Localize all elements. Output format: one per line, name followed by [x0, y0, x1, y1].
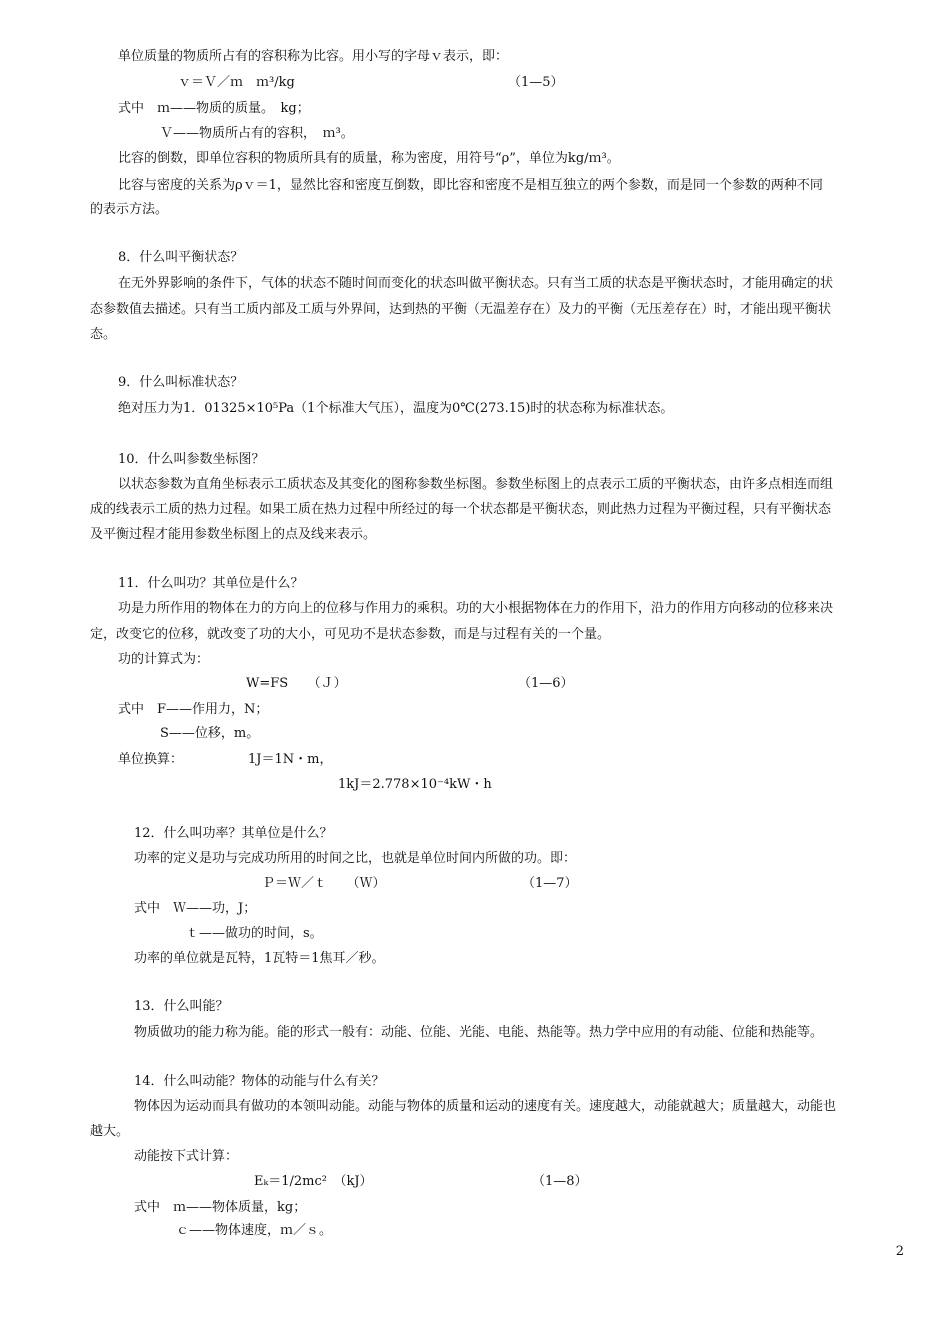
formula-line: 1kJ＝2.778×10⁻⁴kW・h [338, 777, 492, 792]
paragraph-line: 定，改变它的位移，就改变了功的大小，可见功不是状态参数，而是与过程有关的一个量。 [90, 627, 611, 642]
formula-line: ｖ＝Ｖ／ｍ ｍ³/kg [178, 75, 295, 90]
formula-line: 1J＝1N・m， [248, 752, 333, 767]
paragraph-line: 物体因为运动而具有做功的本领叫动能。动能与物体的质量和运动的速度有关。速度越大，动能就越大；质量越大，动能也 [134, 1099, 837, 1114]
equation-number: （1—5） [508, 75, 564, 90]
formula-line: W=FS （Ｊ） [246, 676, 347, 691]
paragraph-line: ｃ——物体速度，ｍ／ｓ。 [176, 1223, 333, 1238]
paragraph-line: 功率的单位就是瓦特，1瓦特＝1焦耳／秒。 [134, 951, 385, 966]
paragraph-line: 式中 F——作用力，N； [118, 702, 269, 717]
paragraph-line: 单位质量的物质所占有的容积称为比容。用小写的字母ｖ表示，即： [118, 49, 509, 64]
paragraph-line: 成的线表示工质的热力过程。如果工质在热力过程中所经过的每一个状态都是平衡状态，则此热力过程为平衡过程，只有平衡状态 [90, 502, 832, 517]
paragraph-line: 的表示方法。 [90, 202, 169, 217]
paragraph-line: 功率的定义是功与完成功所用的时间之比，也就是单位时间内所做的功。即： [134, 851, 577, 866]
paragraph-line: Ｖ——物质所占有的容积， ｍ³。 [160, 126, 354, 141]
paragraph-line: 式中 ｍ——物体质量，kg； [134, 1200, 307, 1215]
paragraph-line: 在无外界影响的条件下，气体的状态不随时间而变化的状态叫做平衡状态。只有当工质的状态是平衡状态时，才能用确定的状 [118, 276, 834, 291]
paragraph-line: 越大。 [90, 1124, 130, 1139]
section-heading: 10．什么叫参数坐标图？ [118, 452, 265, 467]
section-heading: 14．什么叫动能？物体的动能与什么有关？ [134, 1074, 385, 1089]
paragraph-line: 单位换算： [118, 752, 184, 767]
paragraph-line: 绝对压力为1．01325×10⁵Pa（1个标准大气压），温度为0℃(273.15)时的状态称为标准状态。 [118, 401, 674, 416]
section-heading: 13．什么叫能？ [134, 999, 229, 1014]
paragraph-line: 态参数值去描述。只有当工质内部及工质与外界间，达到热的平衡（无温差存在）及力的平衡（无压差存在）时，才能出现平衡状 [90, 302, 832, 317]
paragraph-line: S——位移，m。 [160, 726, 260, 741]
section-heading: 8．什么叫平衡状态？ [118, 250, 244, 265]
equation-number: （1—6） [518, 676, 574, 691]
paragraph-line: 功的计算式为： [118, 652, 210, 667]
paragraph-line: 比容与密度的关系为ρｖ＝1，显然比容和密度互倒数，即比容和密度不是相互独立的两个参数，而是同一个参数的两种不同 [118, 178, 823, 193]
paragraph-line: 动能按下式计算： [134, 1149, 239, 1164]
section-heading: 11．什么叫功？其单位是什么？ [118, 576, 304, 591]
paragraph-line: 式中 ｍ——物质的质量。 kg； [118, 101, 310, 116]
paragraph-line: 以状态参数为直角坐标表示工质状态及其变化的图称参数坐标图。参数坐标图上的点表示工质的平衡状态，由许多点相连而组 [118, 477, 834, 492]
paragraph-line: 物质做功的能力称为能。能的形式一般有：动能、位能、光能、电能、热能等。热力学中应用的有动能、位能和热能等。 [134, 1025, 824, 1040]
paragraph-line: 及平衡过程才能用参数坐标图上的点及线来表示。 [90, 527, 377, 542]
paragraph-line: ｔ——做功的时间，s。 [186, 926, 323, 941]
equation-number: （1—8） [532, 1174, 588, 1189]
formula-line: Eₖ＝1/2mc² （kJ） [254, 1174, 373, 1189]
paragraph-line: 比容的倒数，即单位容积的物质所具有的质量，称为密度，用符号“ρ”，单位为kg/ｍ³。 [118, 151, 620, 166]
section-heading: 9．什么叫标准状态？ [118, 375, 244, 390]
equation-number: （1—7） [522, 876, 578, 891]
formula-line: Ｐ＝Ｗ／ｔ （Ｗ） [262, 876, 386, 891]
paragraph-line: 式中 Ｗ——功，J； [134, 901, 257, 916]
paragraph-line: 功是力所作用的物体在力的方向上的位移与作用力的乘积。功的大小根据物体在力的作用下，沿力的作用方向移动的位移来决 [118, 601, 834, 616]
section-heading: 12．什么叫功率？其单位是什么？ [134, 826, 333, 841]
paragraph-line: 态。 [90, 327, 117, 342]
page-number: 2 [895, 1244, 904, 1259]
